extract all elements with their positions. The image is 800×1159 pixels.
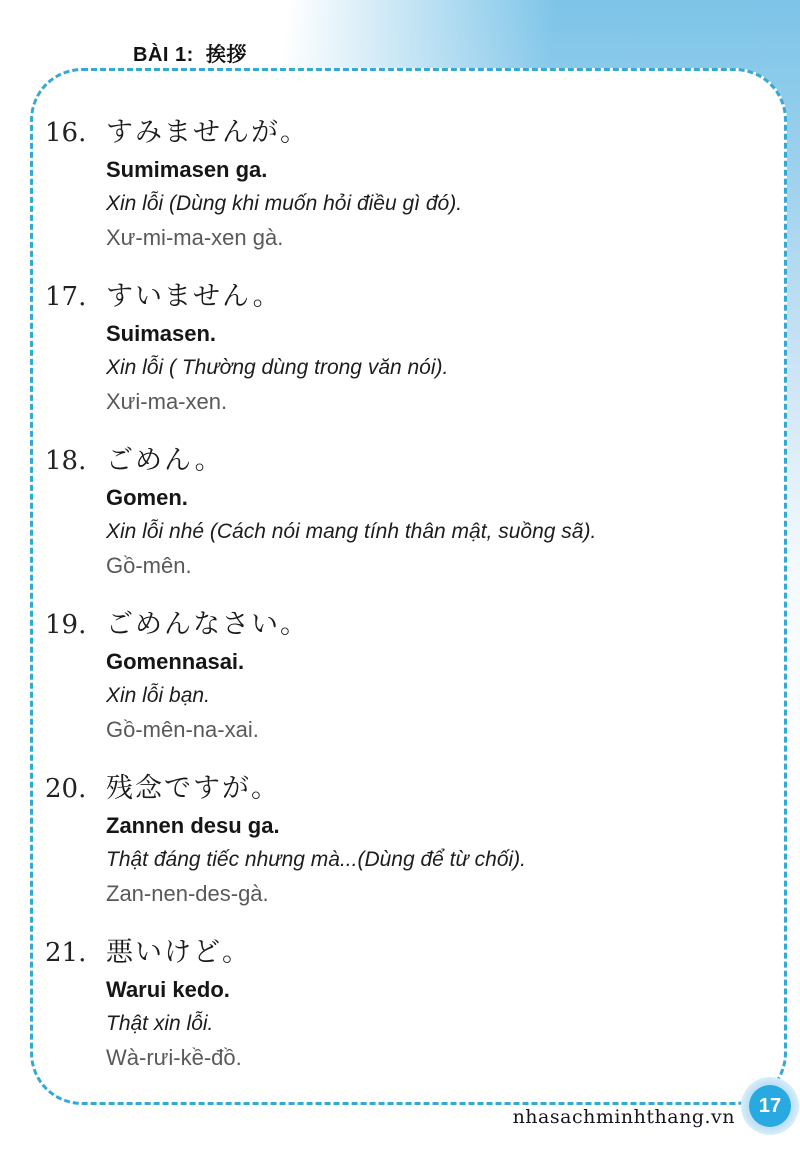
phrase-entry [45,605,764,747]
phonetic-transcription: Gồ-mên-na-xai. [106,717,259,742]
japanese-line [45,441,764,481]
lesson-label: BÀI 1: [133,44,194,66]
phrase-entry [45,113,764,255]
japanese-text: すいません。 [106,281,282,312]
phrase-entry [45,441,764,583]
lesson-title: 挨拶 [205,42,247,66]
page-number-badge: 17 [749,1085,791,1127]
romaji-text: Zannen desu ga. [106,813,280,838]
japanese-text: ごめん。 [106,445,224,476]
vietnamese-translation: Xin lỗi (Dùng khi muốn hỏi điều gì đó). [106,192,463,215]
japanese-line [45,605,764,645]
vietnamese-translation: Thật xin lỗi. [106,1012,214,1035]
page-number-halo [741,1077,799,1135]
romaji-text: Gomennasai. [106,649,245,674]
phonetic-transcription: Gồ-mên. [106,553,192,578]
phrase-list-card [30,68,787,1105]
romaji-text: Suimasen. [106,321,217,346]
japanese-line [45,769,764,809]
website-url: nhasachminhthang.vn [512,1106,735,1128]
japanese-line [45,113,764,153]
entry-number: 21. [45,938,87,968]
romaji-text: Warui kedo. [106,977,230,1002]
romaji-text: Sumimasen ga. [106,157,268,182]
japanese-line [45,277,764,317]
phonetic-transcription: Zan-nen-des-gà. [106,881,269,906]
lesson-header [133,38,247,67]
japanese-line [45,933,764,973]
entry-number: 20. [45,774,87,804]
phonetic-transcription: Wà-rưi-kề-đồ. [106,1045,242,1070]
vietnamese-translation: Thật đáng tiếc nhưng mà...(Dùng để từ chối). [106,848,527,871]
vietnamese-translation: Xin lỗi bạn. [106,684,210,707]
japanese-text: 残念ですが。 [106,773,280,804]
vietnamese-translation: Xin lỗi nhé (Cách nói mang tính thân mật, suồng sã). [106,520,597,543]
japanese-text: 悪いけど。 [106,937,251,968]
entry-number: 19. [45,610,87,640]
japanese-text: すみませんが。 [106,117,309,148]
phrase-entry [45,933,764,1075]
phrase-entry [45,277,764,419]
phonetic-transcription: Xư-mi-ma-xen gà. [106,225,284,250]
romaji-text: Gomen. [106,485,188,510]
entry-number: 16. [45,118,87,148]
entry-number: 18. [45,446,87,476]
phrase-entry [45,769,764,911]
japanese-text: ごめんなさい。 [106,609,309,640]
phonetic-transcription: Xưi-ma-xen. [106,389,228,414]
vietnamese-translation: Xin lỗi ( Thường dùng trong văn nói). [106,356,449,379]
entry-number: 17. [45,282,87,312]
